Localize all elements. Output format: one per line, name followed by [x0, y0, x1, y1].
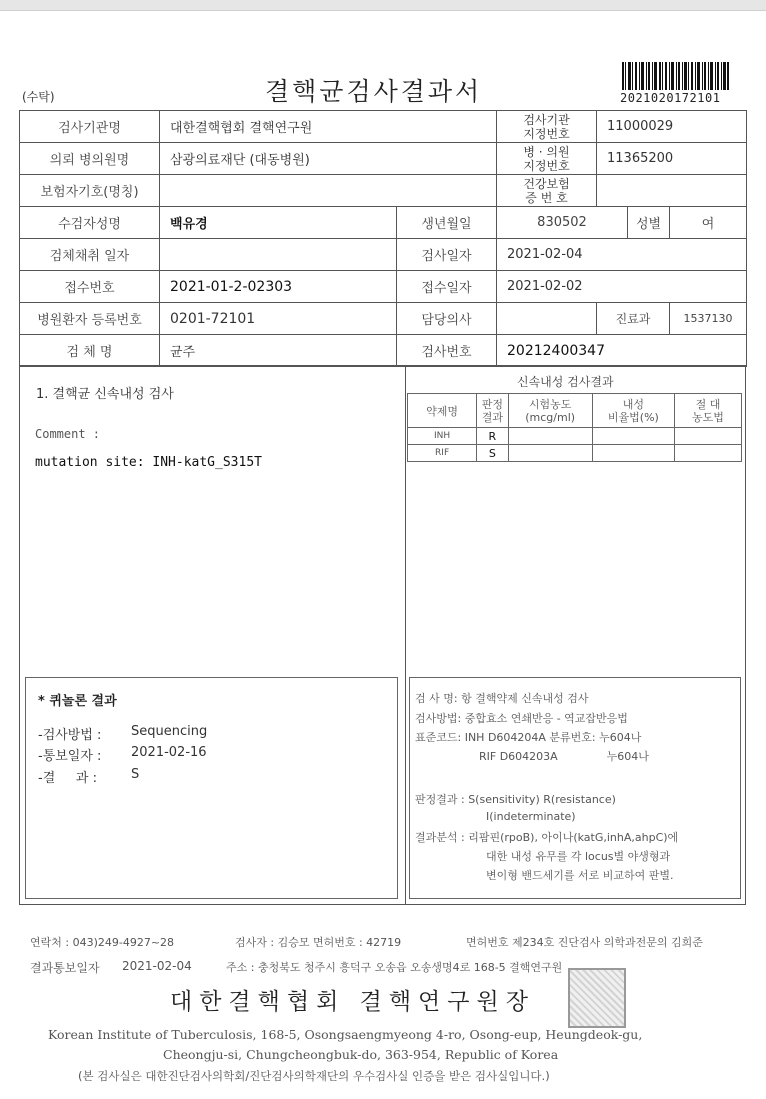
collect-value: [160, 239, 397, 271]
test-date-label: 검사일자: [397, 239, 497, 271]
mutation-site: mutation site: INH-katG_S315T: [35, 455, 262, 470]
result-header-row: [408, 394, 742, 428]
receipt-date-label: 접수일자: [397, 271, 497, 303]
license: 면허번호 제234호 진단검사 의학과전문의 김희준: [466, 936, 703, 949]
quinolone-notify-value: 2021-02-16: [131, 745, 207, 760]
notify-date-label: 결과통보일자: [30, 961, 100, 975]
top-band: [0, 0, 766, 11]
receipt-no-value: 2021-01-2-02303: [160, 271, 397, 303]
agency-label: 검사기관명: [20, 111, 160, 143]
method-line: 변이형 밴드세기를 서로 비교하여 판별.: [486, 869, 674, 882]
copy-type: (수탁): [22, 90, 55, 104]
health-value: [597, 175, 747, 207]
dept-label: 진료과: [597, 303, 670, 335]
info-row: [20, 207, 747, 239]
english-address-line2: Cheongju-si, Chungcheongbuk-do, 363-954, Republic of Korea: [163, 1047, 559, 1062]
patient-label: 수검자성명: [20, 207, 160, 239]
result-cell: R: [477, 428, 508, 445]
agency-no-value: 11000029: [597, 111, 747, 143]
drug-cell: INH: [408, 428, 477, 445]
hospital-no-label-1: 병 · 의원: [523, 144, 570, 159]
header-proportion: 내성 비율법(%): [592, 394, 674, 428]
info-row: [20, 335, 747, 367]
quinolone-notify-label: -통보일자 :: [38, 749, 102, 764]
empty-cell: [592, 445, 674, 462]
birth-value: 830502: [497, 207, 628, 239]
empty-cell: [674, 445, 741, 462]
info-row: [20, 271, 747, 303]
empty-cell: [508, 445, 592, 462]
header-concentration: 시험농도 (mcg/ml): [508, 394, 592, 428]
receipt-date-value: 2021-02-02: [497, 271, 747, 303]
receipt-no-label: 접수번호: [20, 271, 160, 303]
method-line: 판정결과 : S(sensitivity) R(resistance): [415, 793, 616, 806]
info-table: [19, 110, 747, 367]
result-cell: S: [477, 445, 508, 462]
quinolone-result-label: -결 과 :: [38, 771, 97, 786]
hospital-label: 의뢰 병의원명: [20, 143, 160, 175]
info-row: [20, 175, 747, 207]
specimen-value: 균주: [160, 335, 397, 367]
certification: (본 검사실은 대한진단검사의학회/진단검사의학재단의 우수검사실 인증을 받은 검사실입니다.): [78, 1069, 550, 1083]
birth-label: 생년월일: [397, 207, 497, 239]
header-result: 판정 결과: [477, 394, 508, 428]
health-label-1: 건강보험: [523, 176, 570, 191]
header-drug: 약제명: [408, 394, 477, 428]
insured-value: [160, 175, 497, 207]
result-table-title: 신속내성 검사결과: [517, 375, 614, 389]
sex-label: 성별: [628, 207, 670, 239]
patient-value: 백유경: [160, 207, 397, 239]
dept-value: 1537130: [670, 303, 747, 335]
specimen-label: 검 체 명: [20, 335, 160, 367]
notify-date: 2021-02-04: [122, 959, 192, 973]
test-name: 1. 결핵균 신속내성 검사: [36, 387, 174, 402]
empty-cell: [674, 428, 741, 445]
barcode-number: 2021020172101: [620, 91, 721, 105]
official-seal: [568, 968, 626, 1028]
health-label-2: 증 번 호: [525, 190, 568, 205]
quinolone-title: * 퀴놀론 결과: [38, 694, 117, 709]
method-line: I(indeterminate): [486, 810, 576, 823]
agency-no-label: [497, 111, 597, 143]
agency-value: 대한결핵협회 결핵연구원: [160, 111, 497, 143]
panel-divider: [405, 365, 406, 905]
agency-no-label-1: 검사기관: [523, 112, 570, 127]
hospital-value: 삼광의료재단 (대동병원): [160, 143, 497, 175]
method-line: 검사방법: 중합효소 연쇄반응 - 역교잡반응법: [415, 712, 628, 725]
test-date-value: 2021-02-04: [497, 239, 747, 271]
quinolone-method-label: -검사방법 :: [38, 728, 102, 743]
doctor-label: 담당의사: [397, 303, 497, 335]
table-row: [408, 445, 742, 462]
drug-cell: RIF: [408, 445, 477, 462]
method-line: 결과분석 : 리팜핀(rpoB), 아이나(katG,inhA,ahpC)에: [415, 831, 679, 844]
method-line: 표준코드: INH D604204A 분류번호: 누604나: [415, 731, 642, 744]
empty-cell: [508, 428, 592, 445]
address: 주소 : 충청북도 청주시 흥덕구 오송읍 오송생명4로 168-5 결핵연구원: [226, 961, 563, 974]
barcode-image: [622, 62, 730, 90]
method-line: 대한 내성 유무를 각 locus별 야생형과: [486, 850, 671, 863]
method-line: 검 사 명: 항 결핵약제 신속내성 검사: [415, 692, 589, 705]
comment-label: Comment :: [35, 427, 101, 441]
empty-cell: [592, 428, 674, 445]
hospital-no-value: 11365200: [597, 143, 747, 175]
header-absolute: 절 대 농도법: [674, 394, 741, 428]
collect-label: 검체채취 일자: [20, 239, 160, 271]
method-line: RIF D604203A 누604나: [479, 750, 649, 763]
insured-label: 보험자기호(명칭): [20, 175, 160, 207]
info-row: [20, 239, 747, 271]
hospital-no-label: [497, 143, 597, 175]
quinolone-method-value: Sequencing: [131, 724, 208, 739]
sex-value: 여: [670, 207, 747, 239]
agency-no-label-2: 지정번호: [523, 126, 570, 141]
institute-name: 대한결핵협회 결핵연구원장: [170, 989, 535, 1015]
english-address-line1: Korean Institute of Tuberculosis, 168-5, Osongsaengmyeong 4-ro, Osong-eup, Heungdeok-gu,: [48, 1027, 643, 1042]
info-row: [20, 303, 747, 335]
reg-no-value: 0201-72101: [160, 303, 397, 335]
table-row: [408, 428, 742, 445]
examiner: 검사자 : 김승모 면허번호 : 42719: [235, 936, 402, 949]
test-no-value: 20212400347: [497, 335, 747, 367]
document-title: 결핵균검사결과서: [265, 77, 483, 106]
hospital-no-label-2: 지정번호: [523, 158, 570, 173]
quinolone-box: [25, 677, 398, 899]
info-row: [20, 111, 747, 143]
contact: 연락처 : 043)249-4927~28: [30, 936, 175, 949]
reg-no-label: 병원환자 등록번호: [20, 303, 160, 335]
result-table: [407, 393, 742, 462]
health-label: [497, 175, 597, 207]
doctor-value: [497, 303, 597, 335]
quinolone-result-value: S: [131, 767, 140, 782]
test-no-label: 검사번호: [397, 335, 497, 367]
info-row: [20, 143, 747, 175]
